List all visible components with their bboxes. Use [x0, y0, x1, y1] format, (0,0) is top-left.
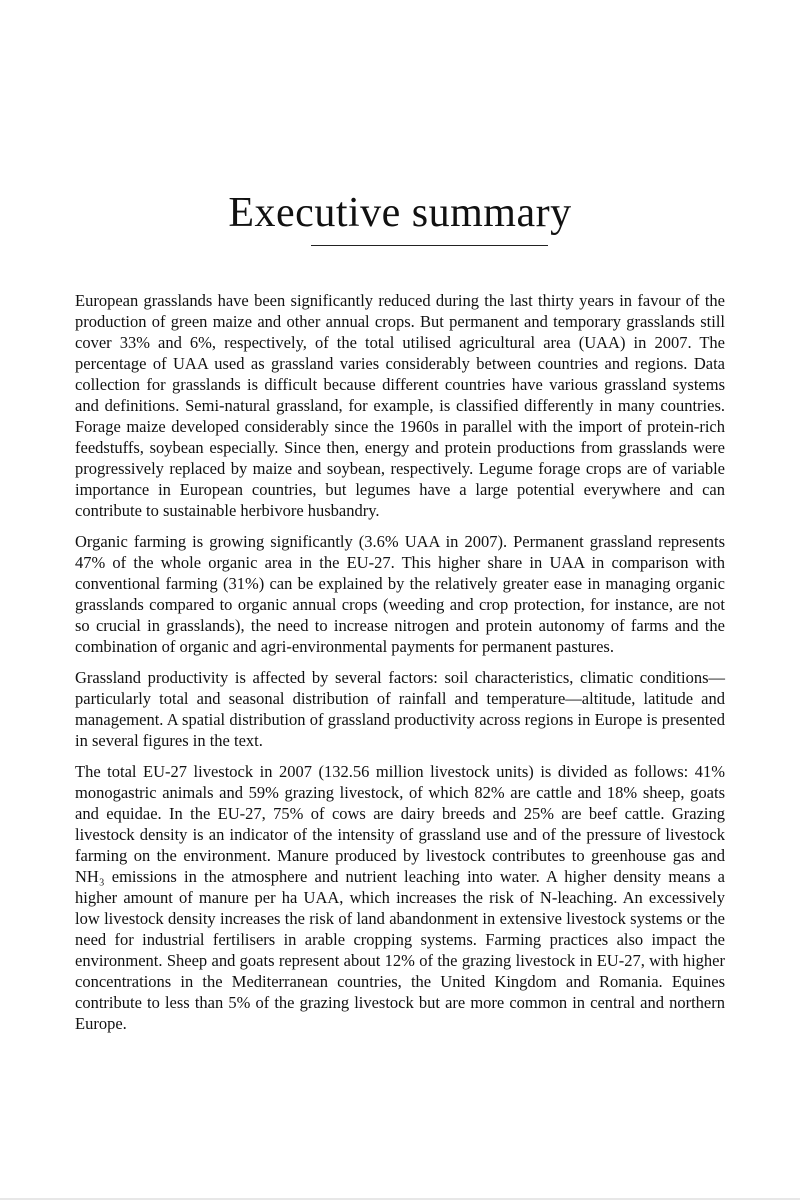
- paragraph: The total EU-27 livestock in 2007 (132.56 million livestock units) is divided as follows: 41% monogastric animals and 59% grazing livestock, of which 82% are cattle and 18% sheep, goats and equidae. In the EU-27, 75% of cows are dairy breeds and 25% are beef cattle. Grazing livestock density is an indicator of the intensity of grassland use and of the pressure of livestock farming on the environment. Manure produced by livestock contributes to greenhouse gas and NH₃ emissions in the atmosphere and nutrient leaching into water. A higher density means a higher amount of manure per ha UAA, which increases the risk of N-leaching. An excessively low livestock density increases the risk of land abandonment in extensive livestock systems or the need for industrial fertilisers in arable cropping systems. Farming practices also impact the environment. Sheep and goats represent about 12% of the grazing livestock in EU-27, with higher concentrations in the Mediterranean countries, the United Kingdom and Romania. Equines contribute to less than 5% of the grazing livestock but are more common in central and northern Europe.: [75, 762, 725, 1034]
- body-text: [75, 290, 725, 1034]
- title-underline-rule: [311, 245, 548, 246]
- text-column: [75, 0, 725, 1044]
- paragraph: Organic farming is growing significantly (3.6% UAA in 2007). Permanent grassland represents 47% of the whole organic area in the EU-27. This higher share in UAA in comparison with conventional farming (31%) can be explained by the relatively greater ease in managing organic grasslands compared to organic annual crops (weeding and crop protection, for instance, are not so crucial in grasslands), the need to increase nitrogen and protein autonomy of farms and the combination of organic and agri-environmental payments for permanent pastures.: [75, 532, 725, 657]
- paragraph: Grassland productivity is affected by several factors: soil characteristics, climatic conditions—particularly total and seasonal distribution of rainfall and temperature—altitude, latitude and management. A spatial distribution of grassland productivity across regions in Europe is presented in several figures in the text.: [75, 668, 725, 751]
- page-title: Executive summary: [228, 190, 572, 236]
- paragraph: European grasslands have been significantly reduced during the last thirty years in favour of the production of green maize and other annual crops. But permanent and temporary grasslands still cover 33% and 6%, respectively, of the total utilised agricultural area (UAA) in 2007. The percentage of UAA used as grassland varies considerably between countries and regions. Data collection for grasslands is difficult because different countries have various grassland systems and definitions. Semi-natural grassland, for example, is classified differently in many countries. Forage maize developed considerably since the 1960s in parallel with the import of protein-rich feedstuffs, soybean especially. Since then, energy and protein productions from grasslands were progressively replaced by maize and soybean, respectively. Legume forage crops are of variable importance in European countries, but legumes have a large potential everywhere and can contribute to sustainable herbivore husbandry.: [75, 291, 725, 521]
